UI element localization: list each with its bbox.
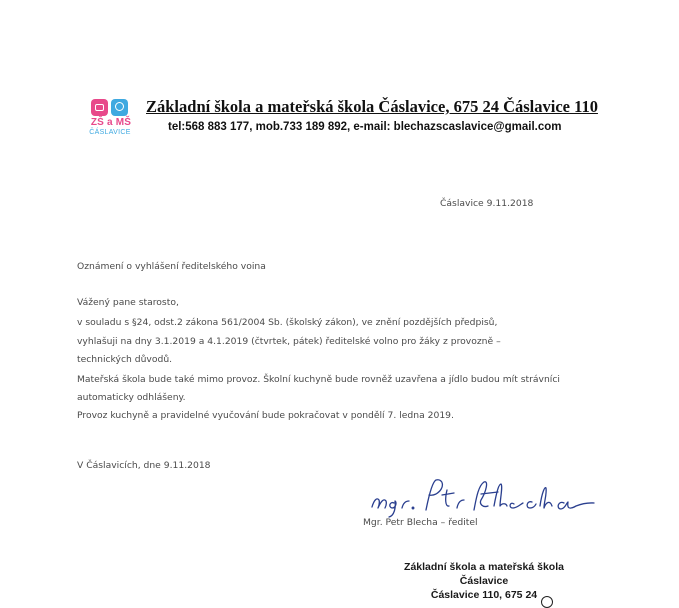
stamp-line: Základní škola a mateřská škola	[404, 561, 564, 573]
stamp-line: Čáslavice 110, 675 24	[430, 589, 538, 601]
school-logo	[88, 97, 132, 141]
contact-line: tel:568 883 177, mob.733 189 892, e-mail: blechazscaslavice@gmail.com	[168, 121, 562, 133]
school-logo-pink-icon	[91, 99, 108, 116]
letter-line: Provoz kuchyně a pravidelné vyučování bude pokračovat v pondělí 7. ledna 2019.	[77, 410, 454, 421]
letter-line: automaticky odhlášeny.	[77, 392, 186, 403]
letter-line: technických důvodů.	[77, 354, 173, 365]
logo-text-line2: ČÁSLAVICE	[89, 129, 131, 136]
school-name: Základní škola a mateřská škola Čáslavice, 675 24 Čáslavice 110	[146, 97, 598, 116]
letter-line: Mateřská škola bude také mimo provoz. Školní kuchyně bude rovněž uzavřena a jídlo budou mít strávníci	[77, 374, 560, 385]
letter-subject: Oznámení o vyhlášení ředitelského voina	[77, 261, 266, 272]
letter-line: Vážený pane starosto,	[77, 297, 179, 308]
letter-line: vyhlašuji na dny 3.1.2019 a 4.1.2019 (čtvrtek, pátek) ředitelské volno pro žáky z provozně –	[77, 336, 501, 347]
stamp-line: Čáslavice	[459, 575, 509, 587]
signer-name-title: Mgr. Petr Blecha – ředitel	[363, 517, 478, 528]
school-logo-blue-icon	[111, 99, 128, 116]
letter-line: v souladu s §24, odst.2 zákona 561/2004 Sb. (školský zákon), ve znění pozdějších předpisů,	[77, 317, 498, 328]
place-date: Čáslavice 9.11.2018	[440, 198, 534, 209]
logo-text-line1: ZŠ a MŠ	[90, 117, 132, 128]
stamp-seal-icon	[541, 596, 553, 608]
handwritten-signature	[350, 470, 595, 520]
closing-place-date: V Čáslavicích, dne 9.11.2018	[77, 460, 211, 471]
